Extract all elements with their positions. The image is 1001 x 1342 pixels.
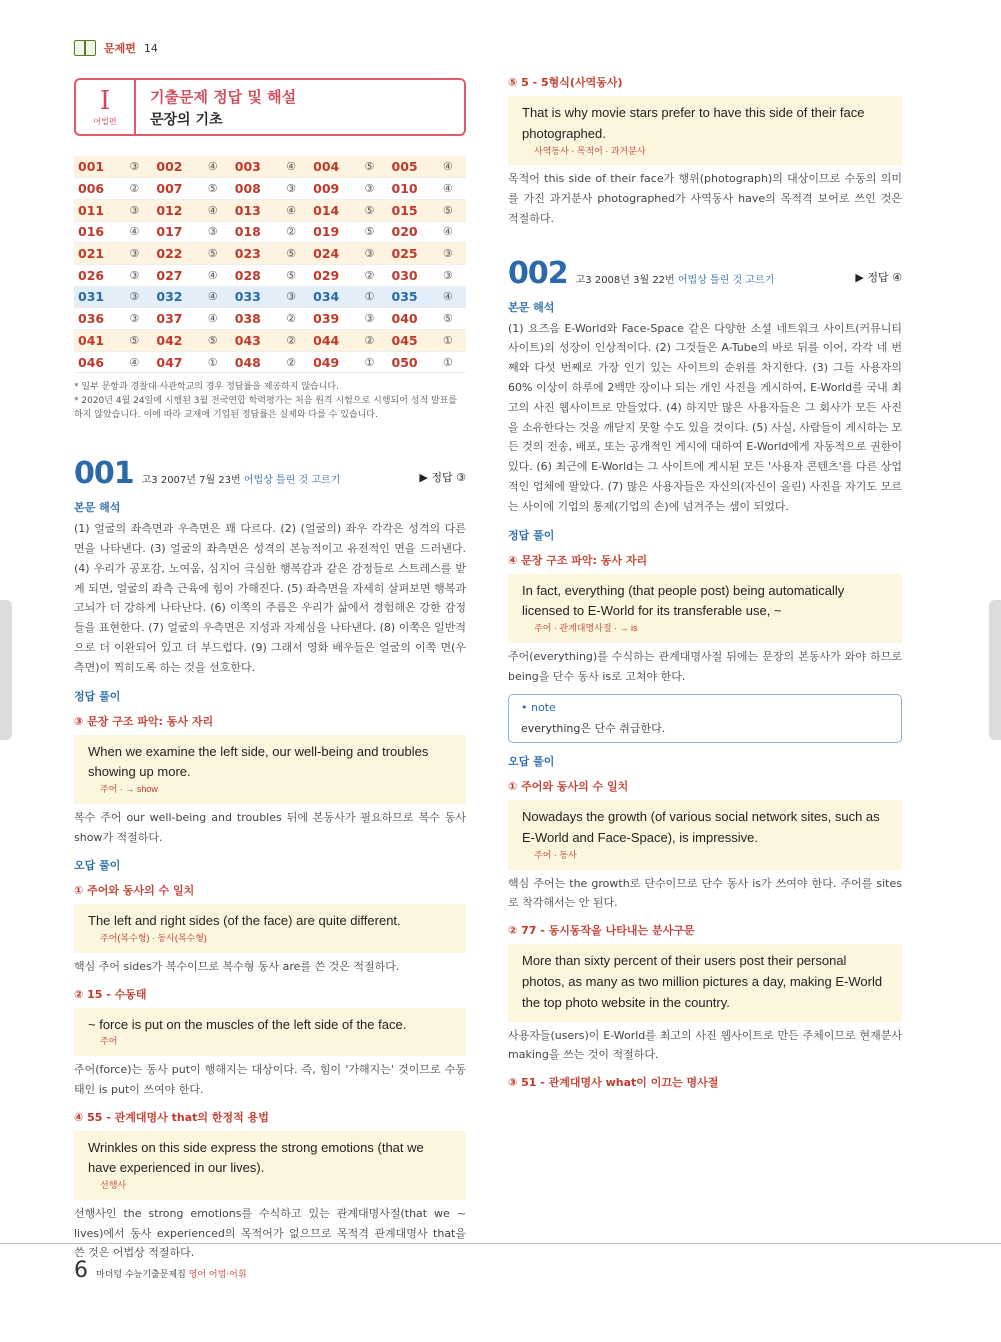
answer-choice: ④: [204, 156, 231, 178]
answer-choice: ⑤: [286, 268, 297, 282]
explanation-text: 주어(everything)를 수식하는 관계대명사절 뒤에는 문장의 본동사가 와야 하므로 being을 단수 동사 is로 고쳐야 한다.: [508, 649, 902, 683]
example-sentence: [74, 904, 466, 952]
answer-number: 024: [309, 243, 360, 265]
answer-row: [74, 308, 466, 330]
question-meta: [142, 471, 341, 486]
answer-number: 032: [152, 286, 203, 308]
answer-row: [74, 178, 466, 200]
answer-choice: ③: [129, 312, 140, 326]
answer-row: [74, 199, 466, 221]
answer-choice: ④: [282, 156, 309, 178]
page-header: [74, 40, 158, 56]
wrong-point-1: ① 주어와 동사의 수 일치: [74, 884, 195, 898]
answer-choice: ③: [442, 268, 453, 282]
answer-choice: ⑤: [207, 182, 218, 196]
answer-number: 042: [152, 330, 203, 352]
answer-number: 046: [78, 354, 105, 370]
answer-number: 008: [234, 181, 261, 197]
example-sentence: [508, 800, 902, 869]
answer-number: 013: [231, 199, 282, 221]
answer-number: 036: [78, 311, 105, 327]
answer-number: 007: [156, 181, 183, 197]
answer-number: 041: [74, 330, 125, 352]
answer-choice: ①: [207, 355, 218, 369]
sentence-annotation: 주어 · → show: [100, 784, 158, 795]
footnote-2: * 2020년 4월 24일에 시행된 3월 전국연합 학력평가는 처음 원격 시험으로 시행되어 성적 발표를 하지 않았습니다. 이에 따라 교재에 기입된 정답률은 실제와 다를 수 있습니다.: [74, 396, 458, 421]
answer-number: 026: [78, 267, 105, 283]
footer-book-sub: 영어 어법·어휘: [188, 1270, 247, 1280]
answer-choice: ⑤: [204, 330, 231, 352]
answer-choice: ②: [286, 312, 297, 326]
answer-choice: ⑤: [442, 312, 453, 326]
answer-choice: ⑤: [364, 225, 375, 239]
chapter-category: 어법편: [93, 116, 117, 126]
answer-choice: ②: [361, 330, 388, 352]
sentence-annotation: 주어 · 관계대명사절 · → is: [534, 623, 638, 634]
answer-choice: ④: [282, 199, 309, 221]
question-answer: ▶ 정답 ③: [419, 471, 466, 485]
answer-choice: ②: [286, 355, 297, 369]
answer-number: 029: [313, 267, 340, 283]
answer-choice: ③: [364, 312, 375, 326]
answer-row: [74, 243, 466, 265]
explanation-text: 주어(force)는 동사 put이 행해지는 대상이다. 즉, 힘이 '가해지는' 것이므로 수동태인 is put이 쓰여야 한다.: [74, 1062, 466, 1096]
answer-number: 040: [391, 311, 418, 327]
answer-choice: ⑤: [361, 156, 388, 178]
answer-choice: ④: [204, 286, 231, 308]
explanation-text: 목적어 this side of their face가 행위(photograph)의 대상이므로 수동의 의미를 가진 과거분사 photographed가 사역동사 have의 목적격 보어로 쓰인 것은 적절하다.: [508, 172, 902, 225]
correct-point: ③ 문장 구조 파악: 동사 자리: [74, 714, 214, 728]
answer-number: 035: [388, 286, 439, 308]
answer-row: [74, 286, 466, 308]
answer-number: 043: [231, 330, 282, 352]
answer-number: 006: [78, 181, 105, 197]
right-column: [508, 74, 902, 1090]
explanation-text: 사용자들(users)이 E-World를 최고의 사진 웹사이트로 만든 주체이므로 현재분사 making을 쓰는 것이 적절하다.: [508, 1028, 902, 1062]
explanation-text: 핵심 주어 sides가 복수이므로 복수형 동사 are를 쓴 것은 적절하다.: [74, 959, 400, 973]
answer-number: 045: [388, 330, 439, 352]
sentence-annotation: 주어: [100, 1036, 118, 1047]
question-meta: [576, 271, 775, 286]
explanation-text: 선행사인 the strong emotions를 수식하고 있는 관계대명사절(that we ~ lives)에서 동사 experienced의 목적어가 없으므로 목적격 관계대명사 that을 쓴 것은 어법상 적절하다.: [74, 1206, 466, 1260]
answer-choice: ⑤: [125, 330, 152, 352]
sentence-text: Wrinkles on this side express the strong emotions (that we have experienced in our lives).: [88, 1139, 424, 1176]
answer-number: 049: [313, 354, 340, 370]
answer-number: 022: [152, 243, 203, 265]
answer-row: [74, 221, 466, 243]
footer-page-number: 6: [74, 1258, 88, 1283]
answer-number: 031: [74, 286, 125, 308]
answer-number: 050: [391, 354, 418, 370]
answer-number: 048: [234, 354, 261, 370]
answer-choice: ④: [204, 199, 231, 221]
heading-wrong-explanation: 오답 풀이: [508, 755, 555, 769]
example-sentence: [508, 574, 902, 643]
footer-divider: [0, 1243, 1001, 1244]
note-text: everything은 단수 취급한다.: [521, 722, 666, 736]
question-source: 고3 2008년 3월 22번: [575, 274, 675, 286]
answer-choice: ①: [439, 330, 466, 352]
sentence-text: ~ force is put on the muscles of the left side of the face.: [88, 1016, 407, 1032]
example-sentence: [74, 1131, 466, 1200]
answer-choice: ①: [442, 355, 453, 369]
header-page: 14: [143, 41, 158, 55]
sentence-text: When we examine the left side, our well-being and troubles showing up more.: [88, 743, 429, 780]
answer-choice: ⑤: [204, 243, 231, 265]
header-section: 문제편: [104, 42, 136, 55]
answer-choice: ①: [361, 286, 388, 308]
example-sentence: [508, 96, 902, 165]
chapter-title-box: [74, 78, 466, 136]
answer-choice: ④: [442, 225, 453, 239]
answer-number: 044: [309, 330, 360, 352]
answer-number: 011: [74, 199, 125, 221]
example-sentence: [508, 944, 902, 1021]
heading-wrong-explanation: 오답 풀이: [74, 859, 121, 873]
question-number: 001: [74, 456, 134, 492]
side-tab-right: [989, 600, 1001, 740]
answer-choice: ③: [361, 243, 388, 265]
left-column: [74, 78, 466, 1263]
chapter-roman: I: [99, 85, 111, 116]
sentence-text: More than sixty percent of their users post their personal photos, as many as two million pictures a day, making E-World the top photo website in the country.: [522, 953, 883, 1010]
wrong-point-3: ③ 51 - 관계대명사 what이 이끄는 명사절: [508, 1076, 719, 1090]
answer-number: 034: [309, 286, 360, 308]
answer-choice: ④: [442, 182, 453, 196]
answer-choice: ③: [129, 268, 140, 282]
answer-row: [74, 351, 466, 373]
answer-number: 015: [388, 199, 439, 221]
answer-choice: ④: [129, 225, 140, 239]
answer-number: 019: [313, 224, 340, 240]
answer-row: [74, 264, 466, 286]
answer-choice: ③: [282, 286, 309, 308]
answer-number: 021: [74, 243, 125, 265]
answer-choice: ②: [129, 182, 140, 196]
chapter-subtitle: 문장의 기초: [150, 111, 223, 128]
sentence-annotation: 주어(복수형) · 동사(복수형): [100, 933, 207, 944]
question-topic: 어법상 틀린 것 고르기: [243, 475, 341, 487]
note-label: • note: [521, 701, 556, 715]
answer-choice: ⑤: [361, 199, 388, 221]
sentence-text: That is why movie stars prefer to have this side of their face photographed.: [522, 105, 865, 141]
translation-text: (1) 요즈음 E-World와 Face-Space 같은 다양한 소셜 네트워크 사이트(커뮤니티 사이트)의 성장이 인상적이다. (2) 그것들은 A-Tube의 바로 뒤를 이어, 각각 네 번째와 다섯 번째로 가장 인기 있는 사이트의 순위를 차지한다. (3) 그들 사용자의 60% 이상이 하루에 2백만 장이나 되는 개인 사진을 게시하여, E-World를 국내 최고의 사진 웹사이트로 만들었다. (4) 하지만 많은 사용자들은 그 회사가 모든 사진을 소유한다는 것을 깨닫지 못할 수도 있을 것이다. (5) 사실, 사람들이 게시하는 모든 것의 전송, 배포, 또는 공개적인 게시에 대하여 E-World에게 자동적으로 권한이 있다. (6) 최근에 E-World는 그 사이트에 게시된 모든 '사용자 콘텐츠'를 다른 상업적인 업체에 팔았다. (7) 많은 사용자들은 자신의(자신이 올린) 사진을 자기도 모르는 사이에 기업의 통제(기업의 손)에 넘겨주는 셈이 되었다.: [508, 321, 902, 513]
wrong-point-4: ④ 55 - 관계대명사 that의 한정적 용법: [74, 1110, 269, 1124]
answer-number: 030: [391, 267, 418, 283]
answer-row: [74, 156, 466, 178]
book-icon: [74, 40, 96, 56]
answer-number: 004: [309, 156, 360, 178]
answer-choice: ③: [439, 243, 466, 265]
question-001-header: [74, 456, 466, 492]
answer-number: 002: [152, 156, 203, 178]
example-sentence: [74, 1008, 466, 1056]
footer-book: 마더텅 수능기출문제집: [96, 1270, 186, 1280]
page-footer: [74, 1258, 247, 1283]
answer-choice: ①: [364, 355, 375, 369]
chapter-badge: [76, 80, 136, 134]
answer-number: 039: [313, 311, 340, 327]
answer-number: 009: [313, 181, 340, 197]
footnote-1: * 일부 문항과 경찰대·사관학교의 경우 정답률을 제공하지 않습니다.: [74, 382, 339, 393]
answer-number: 037: [156, 311, 183, 327]
sentence-annotation: 선행사: [100, 1180, 127, 1191]
answer-number: 017: [156, 224, 183, 240]
answer-number: 016: [78, 224, 105, 240]
sentence-text: The left and right sides (of the face) are quite different.: [88, 913, 401, 929]
heading-text-translation: 본문 해석: [508, 300, 555, 314]
answer-choice: ⑤: [282, 243, 309, 265]
answer-number: 014: [309, 199, 360, 221]
question-002-header: [508, 255, 902, 291]
sentence-annotation: 사역동사 · 목적어 · 과거분사: [534, 145, 646, 156]
question-topic: 어법상 틀린 것 고르기: [677, 274, 775, 286]
answer-number: 001: [74, 156, 125, 178]
wrong-point-5: ⑤ 5 - 5형식(사역동사): [508, 76, 623, 89]
heading-correct-explanation: 정답 풀이: [508, 528, 555, 542]
answer-choice: ⑤: [439, 199, 466, 221]
answer-choice: ④: [439, 156, 466, 178]
answer-choice: ③: [125, 199, 152, 221]
heading-text-translation: 본문 해석: [74, 501, 121, 515]
answer-choice: ②: [286, 225, 297, 239]
wrong-point-1: ① 주어와 동사의 수 일치: [508, 780, 629, 794]
answer-choice: ③: [286, 182, 297, 196]
wrong-point-2: ② 77 - 동시동작을 나타내는 분사구문: [508, 924, 695, 938]
answer-number: 038: [234, 311, 261, 327]
footer-book-title: [96, 1267, 247, 1280]
answer-number: 025: [388, 243, 439, 265]
answer-choice: ③: [207, 225, 218, 239]
answer-choice: ③: [125, 243, 152, 265]
note-box: [508, 694, 902, 743]
answer-number: 047: [156, 354, 183, 370]
answer-row: [74, 330, 466, 352]
answer-number: 020: [391, 224, 418, 240]
answer-number: 018: [234, 224, 261, 240]
answer-choice: ④: [207, 268, 218, 282]
answer-choice: ③: [125, 156, 152, 178]
translation-text: (1) 얼굴의 좌측면과 우측면은 꽤 다르다. (2) (얼굴의) 좌우 각각은 성격의 다른 면을 나타낸다. (3) 얼굴의 좌측면은 성격의 본능적이고 유전적인 면을 드러낸다. (4) 우리가 공포감, 노여움, 심지어 극심한 행복감과 같은 감정들로 스트레스를 받게 되면, 얼굴의 좌측 근육에 힘이 가해진다. (5) 좌측면을 자세히 살펴보면 행복과 고뇌가 더 강하게 나타난다. (6) 이쪽의 주름은 우리가 삶에서 경험해온 강한 감정들을 표현한다. (7) 얼굴의 우측면은 지성과 자제심을 나타낸다. (8) 이쪽은 일반적으로 더 이완되어 있고 더 부드럽다. (9) 그래서 영화 배우들은 얼굴의 이쪽 면(우측면)이 찍히도록 하는 것을 선호한다.: [74, 522, 466, 674]
explanation-text: 복수 주어 our well-being and troubles 뒤에 본동사가 필요하므로 복수 동사 show가 적절하다.: [74, 810, 466, 844]
answer-number: 012: [152, 199, 203, 221]
answer-number: 023: [231, 243, 282, 265]
sentence-text: Nowadays the growth (of various social network sites, such as E-World and Face-Space), is impressive.: [522, 809, 880, 846]
answer-number: 005: [388, 156, 439, 178]
answer-choice: ②: [282, 330, 309, 352]
sentence-text: In fact, everything (that people post) being automatically licensed to E-World for its transferable use, ~: [522, 582, 845, 619]
side-tab-left: [0, 600, 12, 740]
explanation-text: 핵심 주어는 the growth로 단수이므로 단수 동사 is가 쓰여야 한다. 주어를 sites로 착각해서는 안 된다.: [508, 876, 902, 910]
example-sentence: [74, 735, 466, 804]
answer-table: [74, 156, 466, 373]
answer-choice: ④: [207, 312, 218, 326]
wrong-point-2: ② 15 - 수동태: [74, 987, 147, 1001]
question-source: 고3 2007년 7월 23번: [141, 475, 241, 487]
answer-choice: ③: [364, 182, 375, 196]
question-answer: ▶ 정답 ④: [855, 270, 902, 284]
footnotes: [74, 381, 466, 423]
answer-number: 003: [231, 156, 282, 178]
answer-number: 033: [231, 286, 282, 308]
answer-choice: ②: [364, 268, 375, 282]
answer-number: 027: [156, 267, 183, 283]
sentence-annotation: 주어 · 동사: [534, 849, 577, 860]
chapter-title: 기출문제 정답 및 해설: [150, 87, 297, 106]
answer-number: 028: [234, 267, 261, 283]
question-number: 002: [508, 255, 568, 291]
correct-point: ④ 문장 구조 파악: 동사 자리: [508, 553, 648, 567]
answer-choice: ③: [125, 286, 152, 308]
heading-correct-explanation: 정답 풀이: [74, 689, 121, 703]
answer-number: 010: [391, 181, 418, 197]
answer-choice: ④: [129, 355, 140, 369]
answer-choice: ④: [439, 286, 466, 308]
